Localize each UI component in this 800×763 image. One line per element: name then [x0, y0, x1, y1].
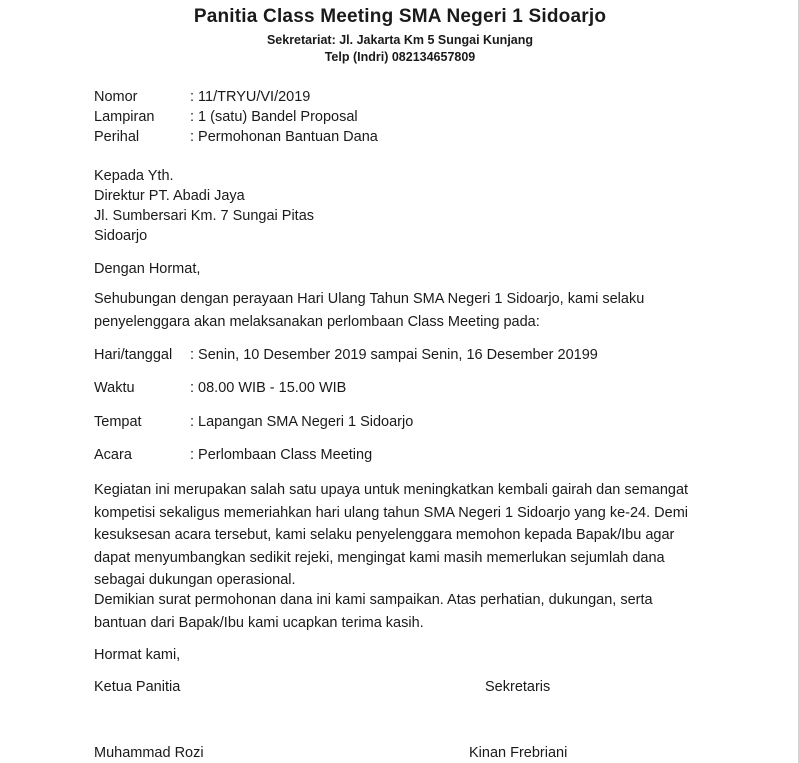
closing-paragraph: [94, 589, 694, 634]
signer-role-secretary: Sekretaris: [485, 679, 551, 695]
body-line: kompetisi sekaligus memeriahkan hari ulang tahun SMA Negeri 1 Sidoarjo yang ke-24. Demi: [94, 504, 688, 521]
meta-row-nomor: [94, 88, 310, 106]
event-value: : Perlombaan Class Meeting: [190, 447, 373, 463]
event-value: : 08.00 WIB - 15.00 WIB: [190, 380, 347, 396]
meta-label: Perihal: [94, 129, 140, 145]
body-line: sebagai dukungan operasional.: [94, 572, 296, 588]
signer-name-chair: Muhammad Rozi: [94, 745, 204, 761]
closing-line: Demikian surat permohonan dana ini kami sampaikan. Atas perhatian, dukungan, serta: [94, 592, 653, 608]
meta-label: Lampiran: [94, 109, 155, 125]
greeting: Dengan Hormat,: [94, 261, 201, 277]
closing-line: bantuan dari Bapak/Ibu kami ucapkan terima kasih.: [94, 614, 424, 631]
signer-name-secretary: Kinan Frebriani: [469, 745, 568, 761]
letterhead-title: Panitia Class Meeting SMA Negeri 1 Sidoarjo: [193, 6, 607, 27]
intro-line: penyelenggara akan melaksanakan perlombaan Class Meeting pada:: [94, 313, 540, 330]
event-value: : Senin, 10 Desember 2019 sampai Senin, 16 Desember 20199: [190, 347, 598, 363]
meta-value: : 1 (satu) Bandel Proposal: [190, 109, 358, 125]
recipient-line: Direktur PT. Abadi Jaya: [94, 188, 245, 204]
meta-value: : 11/TRYU/VI/2019: [190, 89, 311, 105]
event-label: Tempat: [94, 414, 142, 430]
letterhead-address: Sekretariat: Jl. Jakarta Km 5 Sungai Kunjang: [266, 33, 534, 47]
regards: Hormat kami,: [94, 647, 181, 663]
intro-paragraph: [94, 288, 694, 333]
recipient-line: Sidoarjo: [94, 228, 148, 244]
intro-line: Sehubungan dengan perayaan Hari Ulang Tahun SMA Negeri 1 Sidoarjo, kami selaku: [94, 291, 645, 307]
event-row-date: [94, 346, 598, 364]
meta-value: : Permohonan Bantuan Dana: [190, 129, 378, 145]
event-label: Acara: [94, 447, 132, 463]
event-label: Waktu: [94, 380, 135, 396]
event-row-place: [94, 413, 413, 431]
body-paragraph: [94, 479, 694, 592]
event-label: Hari/tanggal: [94, 347, 173, 363]
letterhead-phone: Telp (Indri) 082134657809: [324, 50, 476, 64]
body-line: Kegiatan ini merupakan salah satu upaya untuk meningkatkan kembali gairah dan semangat: [94, 482, 689, 498]
recipient-line: Kepada Yth.: [94, 168, 174, 184]
meta-row-perihal: [94, 128, 378, 146]
event-row-agenda: [94, 446, 372, 464]
event-row-time: [94, 379, 346, 397]
meta-label: Nomor: [94, 89, 138, 105]
recipient-line: Jl. Sumbersari Km. 7 Sungai Pitas: [94, 208, 315, 224]
event-value: : Lapangan SMA Negeri 1 Sidoarjo: [190, 414, 414, 430]
body-line: kesuksesan acara tersebut, kami selaku penyelenggara memohon kepada Bapak/Ibu agar: [94, 527, 675, 543]
signer-role-chair: Ketua Panitia: [94, 679, 181, 695]
body-line: dapat menyumbangkan sedikit rejeki, mengingat kami masih memerlukan sejumlah dana: [94, 549, 665, 566]
meta-row-lampiran: [94, 108, 358, 126]
